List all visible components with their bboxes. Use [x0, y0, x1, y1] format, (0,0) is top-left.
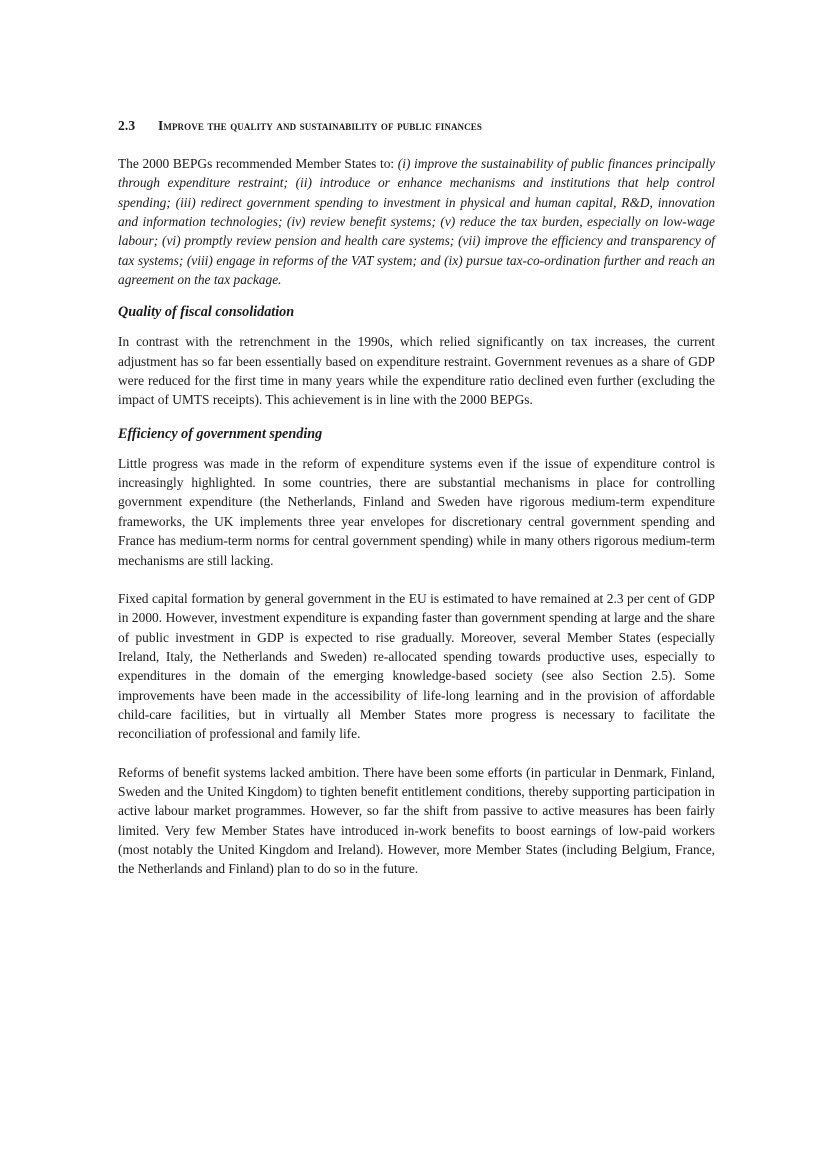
paragraph-capital-formation: Fixed capital formation by general government in the EU is estimated to have remained at 2.3 per cent of GDP in 2000. However, investment expenditure is expanding faster than government spending at large and the share of public investment in GDP is expected to rise gradually. Moreover, several Member States (especially Ireland, Italy, the Netherlands and Sweden) re-allocated spending towards productive uses, especially to expenditures in the domain of the emerging knowledge-based society (see also Section 2.5). Some improvements have been made in the accessibility of life-long learning and in the provision of affordable child-care facilities, but in virtually all Member States more progress is necessary to facilitate the reconciliation of professional and family life. — [118, 590, 715, 742]
subheading-efficiency: Efficiency of government spending — [118, 425, 323, 442]
paragraph-benefit-systems: Reforms of benefit systems lacked ambition. There have been some efforts (in particular in Denmark, Finland, Sweden and the United Kingdom) to tighten benefit entitlement conditions, thereby supporting participation in active labour market programmes. However, so far the shift from passive to active measures has been fairly limited. Very few Member States have introduced in-work benefits to boost earnings of low-paid workers (most notably the United Kingdom and Ireland). However, more Member States (including Belgium, France, the Netherlands and Finland) plan to do so in the future. — [118, 764, 715, 877]
intro-lead: The 2000 BEPGs recommended Member States to: — [118, 156, 398, 171]
section-heading — [118, 118, 715, 134]
intro-recommendations: (i) improve the sustainability of public finances principally through expenditure restraint; (ii) introduce or enhance mechanisms and institutions that help control spending; (iii) redirect government spending to investment in physical and human capital, R&D, innovation and information technologies; (iv) review benefit systems; (v) reduce the tax burden, especially on low-wage labour; (vi) promptly review pension and health care systems; (vii) improve the efficiency and transparency of tax systems; (viii) engage in reforms of the VAT system; and (ix) pursue tax-co-ordination further and reach an agreement on the tax package. — [118, 156, 715, 288]
paragraph-quality: In contrast with the retrenchment in the 1990s, which relied significantly on tax increases, the current adjustment has so far been essentially based on expenditure restraint. Government revenues as a share of GDP were reduced for the first time in many years while the expenditure ratio declined even further (excluding the impact of UMTS receipts). This achievement is in line with the 2000 BEPGs. — [118, 334, 715, 408]
section-number: 2.3 — [118, 118, 136, 133]
section-title: Improve the quality and sustainability of public finances — [158, 118, 482, 133]
paragraph-expenditure-systems: Little progress was made in the reform of expenditure systems even if the issue of expenditure control is increasingly highlighted. In some countries, there are substantial mechanisms in place for controlling government expenditure (the Netherlands, Finland and Sweden have rigorous medium-term expenditure frameworks, the UK implements three year envelopes for discretionary central government spending and France has medium-term norms for central government spending) while in many others rigorous medium-term mechanisms are still lacking. — [118, 455, 715, 568]
intro-paragraph — [118, 154, 715, 289]
subheading-quality: Quality of fiscal consolidation — [118, 304, 295, 321]
document-page — [118, 118, 715, 898]
